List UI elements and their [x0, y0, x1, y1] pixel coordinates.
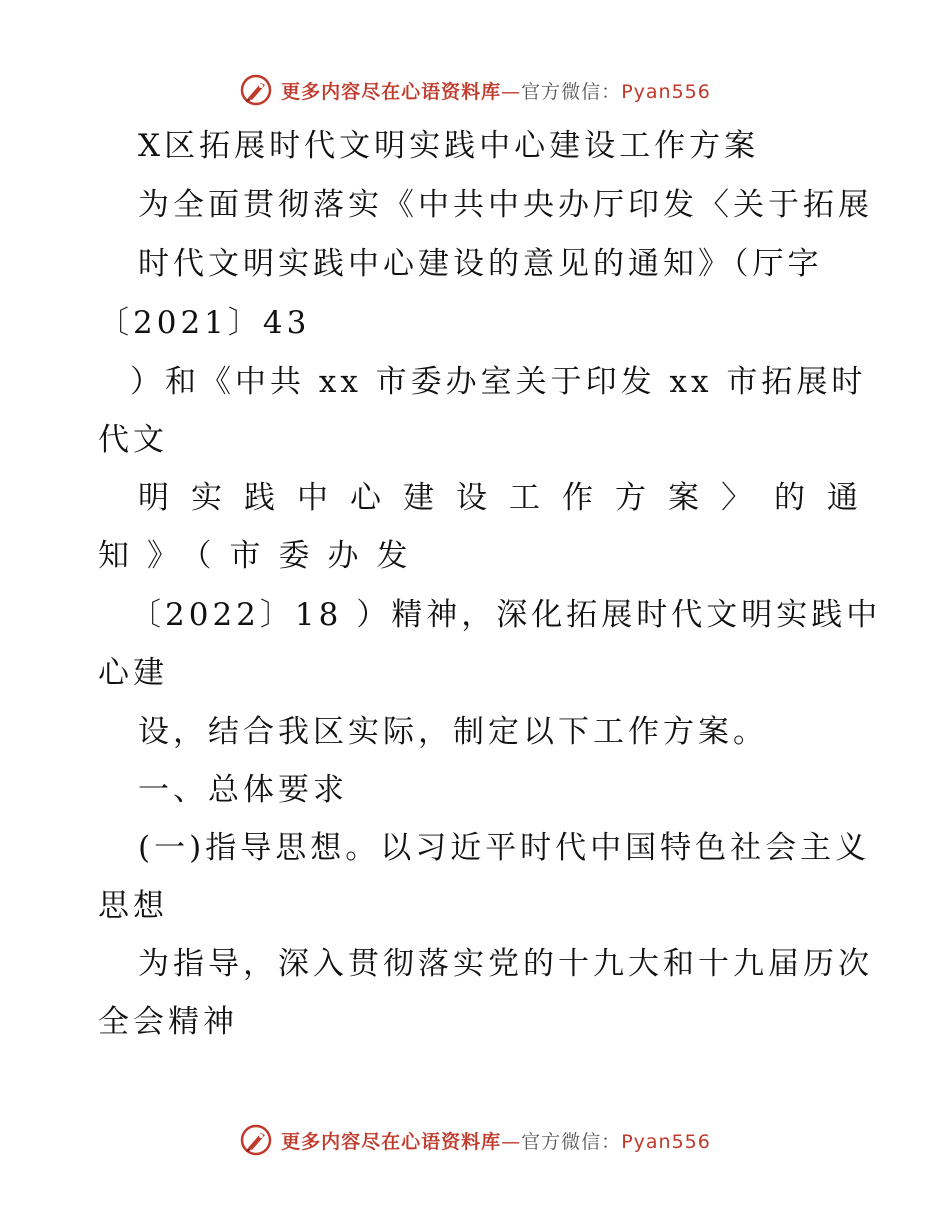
paragraph-line: 为指导，深入贯彻落实党的十九大和十九届历次 [138, 946, 873, 982]
watermark-wechat-id: Pyan556 [621, 1130, 711, 1153]
pen-logo-icon [239, 73, 273, 107]
watermark-text [281, 1127, 711, 1154]
watermark-dash: — [501, 80, 522, 103]
watermark-label: 官方微信： [521, 1130, 622, 1153]
paragraph-line: 代文 [98, 422, 168, 458]
section-heading: 一、总体要求 [138, 772, 348, 808]
watermark-dash: — [501, 1130, 522, 1153]
paragraph-line: 〔2022〕18 ）精神，深化拓展时代文明实践中 [130, 597, 882, 633]
watermark-title: 更多内容尽在心语资料库 [281, 80, 502, 103]
paragraph-line: 全会精神 [98, 1004, 238, 1040]
paragraph-line: (一)指导思想。以习近平时代中国特色社会主义 [138, 830, 871, 866]
paragraph-line: 思想 [98, 888, 168, 924]
paragraph-line: 〔2021〕43 [98, 305, 311, 341]
document-title: X区拓展时代文明实践中心建设工作方案 [138, 128, 760, 164]
paragraph-line: 时代文明实践中心建设的意见的通知》（厅字 [138, 246, 823, 282]
paragraph-line: 知》（市委办发 [98, 538, 426, 574]
watermark-title: 更多内容尽在心语资料库 [281, 1130, 502, 1153]
watermark-label: 官方微信： [521, 80, 622, 103]
paragraph-line: ）和《中共 xx 市委办室关于印发 xx 市拓展时 [130, 364, 867, 400]
watermark-wechat-id: Pyan556 [621, 80, 711, 103]
paragraph-line: 明实践中心建设工作方案〉的通 [138, 480, 880, 516]
paragraph-line: 设，结合我区实际，制定以下工作方案。 [138, 714, 768, 750]
watermark-text [281, 77, 711, 104]
paragraph-line: 心建 [98, 655, 168, 691]
pen-logo-icon [239, 1123, 273, 1157]
header-watermark [0, 70, 950, 110]
paragraph-line: 为全面贯彻落实《中共中央办厅印发〈关于拓展 [138, 187, 873, 223]
footer-watermark [0, 1120, 950, 1160]
